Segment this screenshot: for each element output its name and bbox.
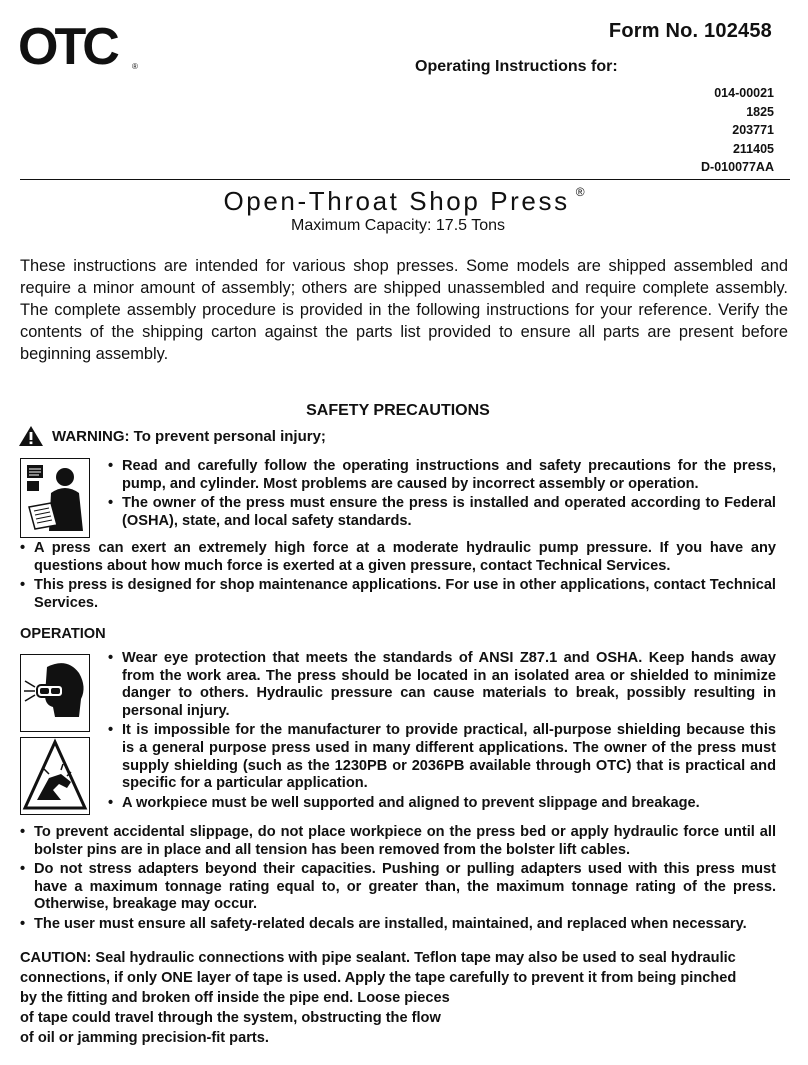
model-number: D-010077AA: [701, 160, 774, 174]
document-title: [0, 186, 808, 217]
goggles-icon: [21, 655, 89, 731]
caution-line: of tape could travel through the system, obstructing the flow: [20, 1010, 441, 1026]
safety-heading: SAFETY PRECAUTIONS: [306, 402, 490, 419]
warning-triangle-icon: [18, 425, 44, 447]
operating-instructions-label: Operating Instructions for:: [415, 58, 618, 75]
list-item: • To prevent accidental slippage, do not place workpiece on the press bed or apply hydraulic force until all bolster pins are in place and all tension has been removed from the bolster lift cables.: [20, 824, 776, 859]
otc-logo: [18, 20, 140, 72]
header-divider: [20, 179, 790, 180]
caution-line: by the fitting and broken off inside the pipe end. Loose pieces: [20, 990, 450, 1006]
logo-text: OTC: [18, 20, 116, 72]
eye-protection-pictogram: [20, 654, 90, 732]
svg-text:®: ®: [132, 62, 138, 71]
list-item: • Wear eye protection that meets the standards of ANSI Z87.1 and OSHA. Keep hands away from the work area. The press should be located in an isolated area or shielded to minimize danger to others. Hydraulic pressure can cause materials to break, possibly resulting in personal injury.: [108, 650, 776, 720]
safety-list-boxed: [108, 458, 776, 532]
model-number: 014-00021: [714, 86, 774, 100]
model-number: 1825: [746, 104, 774, 119]
form-number: Form No. 102458: [608, 20, 772, 42]
hand-crush-hazard-pictogram: [20, 737, 90, 815]
warning-line: [18, 424, 326, 448]
document-subtitle: Maximum Capacity: 17.5 Tons: [290, 217, 505, 234]
list-item: • It is impossible for the manufacturer to provide practical, all-purpose shielding because this is a general purpose press used in many different applications. The owner of the press must supply shielding (such as the 1230PB or 2036PB available through OTC) that is practical and specific for a particular application.: [108, 722, 776, 792]
otc-logo-mark: [18, 20, 140, 72]
operation-heading: OPERATION: [20, 626, 106, 642]
model-number-list: [701, 84, 774, 177]
caution-paragraph: [20, 948, 790, 1048]
operation-list-full: [20, 824, 776, 936]
intro-paragraph: These instructions are intended for various shop presses. Some models are shipped assembled and require a minor amount of assembly; others are shipped unassembled and require complete assembly. The complete assembly procedure is provided in the following instructions for your reference. Verify the contents of the shipping carton against the parts list provided to ensure all parts are present before beginning assembly.: [20, 257, 788, 363]
model-number: 211405: [732, 141, 774, 156]
caution-line: of oil or jamming precision-fit parts.: [20, 1030, 269, 1046]
caution-line: connections, if only ONE layer of tape is used. Apply the tape carefully to prevent it from being pinched: [20, 970, 737, 986]
read-manual-icon: [21, 459, 89, 537]
registered-mark: ®: [575, 185, 585, 200]
list-item: • The user must ensure all safety-related decals are installed, maintained, and replaced when necessary.: [20, 916, 776, 934]
title-text: Open-Throat Shop Press: [223, 186, 570, 216]
list-item: • Read and carefully follow the operating instructions and safety precautions for the press, pump, and cylinder. Most problems are caused by incorrect assembly or operation.: [108, 458, 776, 493]
safety-list-full: [20, 540, 776, 614]
warning-text: WARNING: To prevent personal injury;: [52, 427, 326, 445]
list-item: • Do not stress adapters beyond their capacities. Pushing or pulling adapters used with this press must have a maximum tonnage rating equal to, or greater than, the maximum tonnage rating of the press. Otherwise, breakage may occur.: [20, 861, 776, 914]
caution-line: CAUTION: Seal hydraulic connections with pipe sealant. Teflon tape may also be used to seal hydraulic: [20, 950, 736, 966]
list-item: • The owner of the press must ensure the press is installed and operated according to Federal (OSHA), state, and local safety standards.: [108, 495, 776, 530]
list-item: • This press is designed for shop maintenance applications. For use in other applications, contact Technical Services.: [20, 577, 776, 612]
model-number: 203771: [732, 123, 774, 137]
list-item: • A workpiece must be well supported and aligned to prevent slippage and breakage.: [108, 795, 776, 813]
read-manual-pictogram: [20, 458, 90, 538]
operation-list-boxed: [108, 650, 776, 814]
list-item: • A press can exert an extremely high force at a moderate hydraulic pump pressure. If you have any questions about how much force is exerted at a given pressure, contact Technical Services.: [20, 540, 776, 575]
danger-triangle-icon: [21, 738, 89, 814]
